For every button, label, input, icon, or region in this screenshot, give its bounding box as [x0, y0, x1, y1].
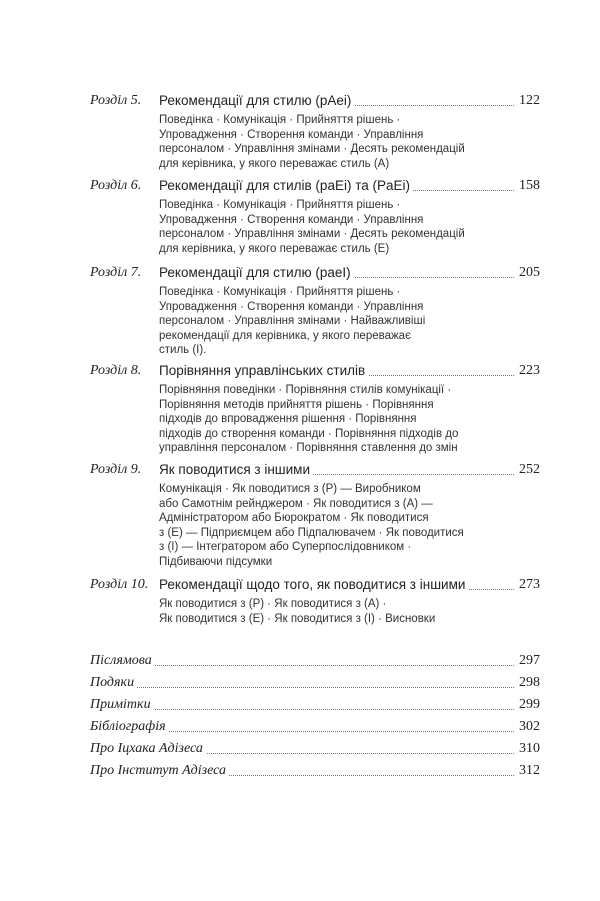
- subtopic-line: або Самотнім рейнджером · Як поводитися з (A) —: [159, 497, 433, 510]
- chapter-number: Розділ 7.: [90, 265, 142, 280]
- subtopic-line: Як поводитися з (P) · Як поводитися з (A) ·: [159, 598, 387, 610]
- chapter-title[interactable]: Рекомендації щодо того, як поводитися з іншими: [159, 576, 468, 594]
- toc-chapter-5[interactable]: [90, 92, 540, 171]
- toc-entry-about-institute[interactable]: [90, 762, 540, 780]
- subtopic-line: з (I) — Інтегратором або Суперпослідовником ·: [159, 541, 412, 553]
- entry-page-number: 298: [515, 674, 540, 692]
- chapter-subtopics: [159, 383, 459, 456]
- subtopic-line: рекомендації для керівника, у якого переважає: [159, 329, 411, 342]
- subtopic-line: для керівника, у якого переважає стиль (E): [159, 242, 390, 255]
- subtopic-line: стиль (I).: [159, 344, 207, 356]
- subtopic-line: Порівняння поведінки · Порівняння стилів комунікації ·: [159, 384, 452, 396]
- subtopic-line: Упровадження · Створення команди · Управління: [159, 300, 424, 313]
- toc-entry-about-author[interactable]: [90, 740, 540, 758]
- leader-dots: [92, 709, 540, 710]
- chapter-page-number: 158: [515, 177, 540, 195]
- entry-title[interactable]: Примітки: [90, 696, 154, 714]
- chapter-page-number: 122: [515, 92, 540, 110]
- entry-page-number: 297: [515, 652, 540, 670]
- entry-page-number: 310: [515, 740, 540, 758]
- toc-chapter-8[interactable]: [90, 362, 540, 456]
- subtopic-line: з (E) — Підприємцем або Підпалювачем · Як поводитися: [159, 526, 464, 539]
- entry-title[interactable]: Про Іцхака Адізеса: [90, 740, 206, 758]
- toc-chapter-10[interactable]: [90, 576, 540, 626]
- chapter-subtopics: [159, 198, 465, 256]
- chapter-title[interactable]: Порівняння управлінських стилів: [159, 362, 368, 380]
- subtopic-line: управління персоналом · Порівняння ставлення до змін: [159, 442, 458, 454]
- entry-title[interactable]: Бібліографія: [90, 718, 169, 736]
- chapter-subtopics: [159, 113, 465, 171]
- entry-title[interactable]: Про Інститут Адізеса: [90, 762, 229, 780]
- chapter-page-number: 252: [515, 461, 540, 479]
- toc-chapter-9[interactable]: [90, 461, 540, 569]
- entry-title[interactable]: Подяки: [90, 674, 137, 692]
- subtopic-line: Адміністратором або Бюрократом · Як поводитися: [159, 512, 429, 524]
- chapter-number: Розділ 5.: [90, 93, 142, 108]
- subtopic-line: Комунікація · Як поводитися з (P) — Виробником: [159, 483, 421, 495]
- chapter-page-number: 273: [515, 576, 540, 594]
- toc-entry-notes[interactable]: [90, 696, 540, 714]
- toc-chapter-6[interactable]: [90, 177, 540, 256]
- subtopic-line: Як поводитися з (E) · Як поводитися з (I) · Висновки: [159, 612, 436, 625]
- leader-dots: [92, 687, 540, 688]
- entry-title[interactable]: Післямова: [90, 652, 155, 670]
- chapter-number: Розділ 10.: [90, 577, 149, 592]
- chapter-title[interactable]: Рекомендації для стилю (pAei): [159, 92, 354, 110]
- subtopic-line: Поведінка · Комунікація · Прийняття рішень ·: [159, 286, 401, 298]
- chapter-number: Розділ 8.: [90, 363, 142, 378]
- chapter-subtopics: [159, 597, 459, 626]
- chapter-title[interactable]: Рекомендації для стилю (paeI): [159, 264, 354, 282]
- subtopic-line: Порівняння методів прийняття рішень · Порівняння: [159, 398, 434, 411]
- chapter-page-number: 223: [515, 362, 540, 380]
- subtopic-line: Поведінка · Комунікація · Прийняття рішень ·: [159, 199, 401, 211]
- subtopic-line: Упровадження · Створення команди · Управління: [159, 213, 424, 226]
- chapter-subtopics: [159, 285, 459, 358]
- entry-page-number: 312: [515, 762, 540, 780]
- chapter-subtopics: [159, 482, 464, 569]
- leader-dots: [92, 665, 540, 666]
- toc-entry-afterword[interactable]: [90, 652, 540, 670]
- toc-chapter-7[interactable]: [90, 264, 540, 358]
- subtopic-line: Поведінка · Комунікація · Прийняття рішень ·: [159, 114, 401, 126]
- chapter-title[interactable]: Рекомендації для стилів (paEi) та (PaEi): [159, 177, 413, 195]
- chapter-title[interactable]: Як поводитися з іншими: [159, 461, 313, 479]
- entry-page-number: 302: [515, 718, 540, 736]
- subtopic-line: Підбиваючи підсумки: [159, 555, 273, 568]
- subtopic-line: підходів до створення команди · Порівняння підходів до: [159, 427, 459, 440]
- chapter-number: Розділ 6.: [90, 178, 142, 193]
- subtopic-line: Упровадження · Створення команди · Управління: [159, 128, 424, 141]
- subtopic-line: підходів до впровадження рішення · Порівняння: [159, 413, 417, 425]
- entry-page-number: 299: [515, 696, 540, 714]
- subtopic-line: для керівника, у якого переважає стиль (A): [159, 157, 390, 170]
- subtopic-line: персоналом · Управління змінами · Найважливіші: [159, 315, 426, 327]
- subtopic-line: персоналом · Управління змінами · Десять рекомендацій: [159, 228, 465, 240]
- subtopic-line: персоналом · Управління змінами · Десять рекомендацій: [159, 143, 465, 155]
- chapter-number: Розділ 9.: [90, 462, 142, 477]
- toc-entry-acknowledgements[interactable]: [90, 674, 540, 692]
- toc-entry-bibliography[interactable]: [90, 718, 540, 736]
- chapter-page-number: 205: [515, 264, 540, 282]
